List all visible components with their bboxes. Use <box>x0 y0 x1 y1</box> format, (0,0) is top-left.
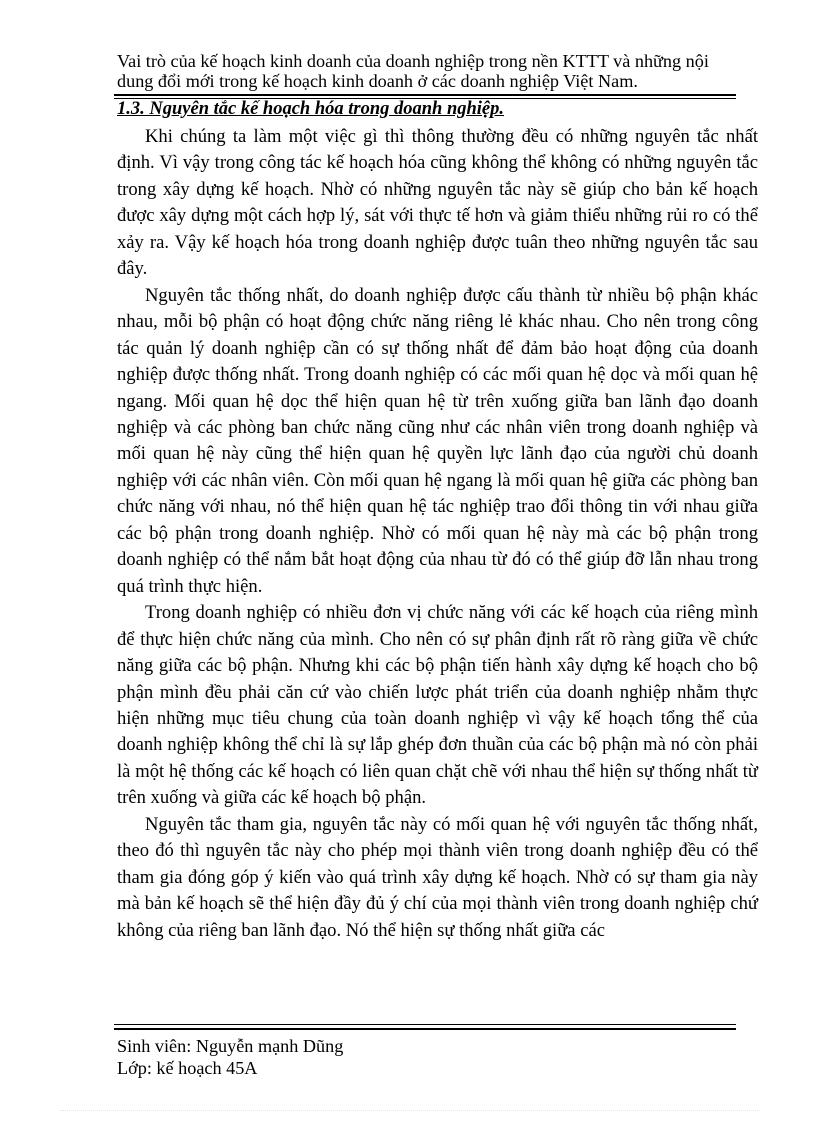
paragraph-intro: Khi chúng ta làm một việc gì thì thông thường đều có những nguyên tắc nhất định. Vì vậy trong công tác kế hoạch hóa cũng không thể không có những nguyên tắc trong xây dựng kế hoạch. Nhờ có những nguyên tắc này sẽ giúp cho bản kế hoạch được xây dựng một cách hợp lý, sát với thực tế hơn và giảm thiểu những rủi ro có thể xảy ra. Vậy kế hoạch hóa trong doanh nghiệp được tuân theo những nguyên tắc sau đây. <box>117 126 758 280</box>
section-heading: 1.3. Nguyên tắc kế hoạch hóa trong doanh nghiệp. <box>117 99 505 119</box>
paragraph-unity-principle: Nguyên tắc thống nhất, do doanh nghiệp được cấu thành từ nhiều bộ phận khác nhau, mỗi bộ phận có hoạt động chức năng riêng lẻ khác nhau. Cho nên trong công tác quản lý doanh nghiệp cần có sự thống nhất để đảm bảo hoạt động của doanh nghiệp được thống nhất. Trong doanh nghiệp có các mối quan hệ dọc và mối quan hệ ngang. Mối quan hệ dọc thể hiện quan hệ từ trên xuống giữa ban lãnh đạo doanh nghiệp và các phòng ban chức năng cũng như các nhân viên trong doanh nghiệp và mối quan hệ này cũng thể hiện quan hệ quyền lực lãnh đạo của người chủ doanh nghiệp với các nhân viên. Còn mối quan hệ ngang là mối quan hệ giữa các phòng ban chức năng với nhau, nó thể hiện quan hệ tác nghiệp trao đổi thông tin với nhau giữa các bộ phận trong doanh nghiệp. Nhờ có mối quan hệ này mà các bộ phận trong doanh nghiệp có thể nắm bắt hoạt động của nhau từ đó có thể giúp đỡ lẫn nhau trong quá trình thực hiện. <box>117 284 758 597</box>
header-rule-thick <box>114 94 736 96</box>
running-header: Vai trò của kế hoạch kinh doanh của doanh nghiệp trong nền KTTT và những nội dung đổi mới trong kế hoạch kinh doanh ở các doanh nghiệp Việt Nam. <box>117 51 709 91</box>
page-bottom-edge <box>60 1110 760 1111</box>
footer-student-name: Sinh viên: Nguyễn mạnh Dũng <box>117 1036 344 1056</box>
body-text <box>117 124 758 944</box>
footer-class-name: Lớp: kế hoạch 45A <box>117 1058 258 1078</box>
paragraph-functional-units: Trong doanh nghiệp có nhiều đơn vị chức năng với các kế hoạch của riêng mình để thực hiện chức năng của mình. Cho nên có sự phân định rất rõ ràng giữa về chức năng giữa các bộ phận. Nhưng khi các bộ phận tiến hành xây dựng kế hoạch cho bộ phận mình đều phải căn cứ vào chiến lược phát triển của doanh nghiệp nhằm thực hiện những mục tiêu chung của toàn doanh nghiệp vì vậy kế hoạch tổng thể của doanh nghiệp không thể chỉ là sự lắp ghép đơn thuần của các bộ phận mà nó còn phải là một hệ thống các kế hoạch có liên quan chặt chẽ với nhau thể hiện sự thống nhất từ trên xuống và giữa các kế hoạch bộ phận. <box>117 602 758 809</box>
paragraph-participation-principle: Nguyên tắc tham gia, nguyên tắc này có mối quan hệ với nguyên tắc thống nhất, theo đó thì nguyên tắc này cho phép mọi thành viên trong doanh nghiệp đều có thể tham gia đóng góp ý kiến vào quá trình xây dựng kế hoạch. Nhờ có sự tham gia này mà bản kế hoạch sẽ thể hiện đầy đủ ý chí của mọi thành viên trong doanh nghiệp chứ không của riêng ban lãnh đạo. Nó thể hiện sự thống nhất giữa các <box>117 813 758 941</box>
footer-rule-thin <box>114 1024 736 1025</box>
footer-rule-thick <box>114 1028 736 1030</box>
page-footer <box>117 1035 343 1079</box>
